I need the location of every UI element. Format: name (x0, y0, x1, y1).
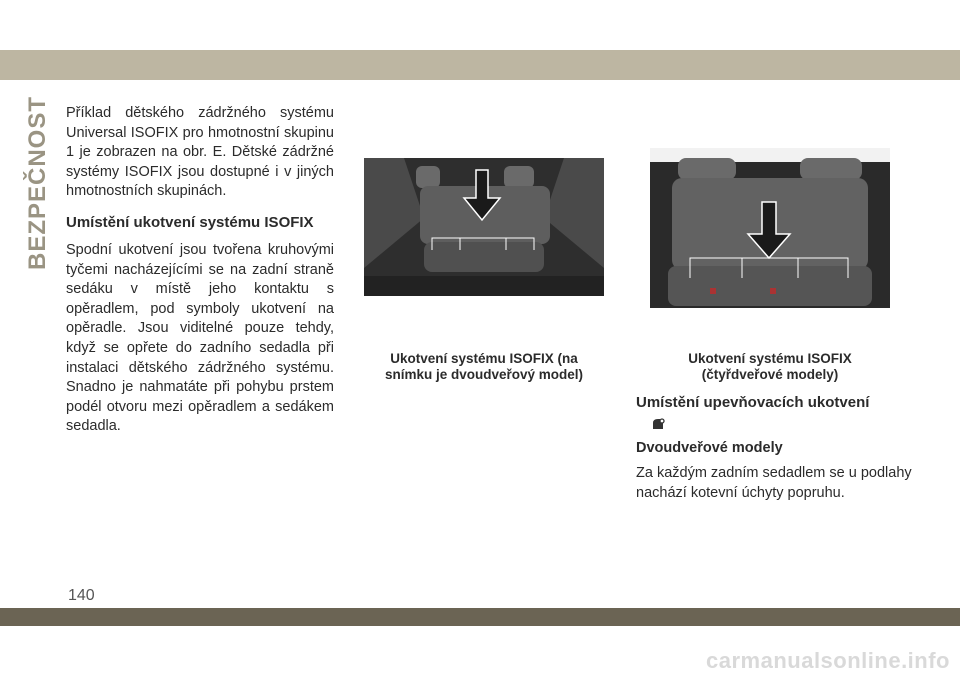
tether-anchor-icon (650, 417, 926, 434)
intro-paragraph: Příklad dětského zádržného systému Universal ISOFIX pro hmotnostní skupinu 1 je zobrazen na obr. E. Dětské zádržné systémy ISOFIX jsou dostupné i v jiných hmotnostních skupinách. (66, 105, 334, 200)
figure1-caption (364, 351, 604, 383)
section-side-label: BEZPEČNOST (24, 95, 51, 270)
isofix-heading: Umístění ukotvení systému ISOFIX (66, 213, 314, 231)
watermark: carmanualsonline.info (706, 648, 950, 673)
figure1-caption-line1: Ukotvení systému ISOFIX (na (390, 351, 578, 366)
figure-isofix-two-door (364, 158, 604, 296)
figure-isofix-four-door (650, 148, 890, 308)
two-door-subheading: Dvoudveřové modely (636, 440, 783, 456)
top-band (0, 50, 960, 80)
figure2-caption-line1: Ukotvení systému ISOFIX (688, 351, 852, 366)
isofix-body: Spodní ukotvení jsou tvořena kruhovými tyčemi nacházejícími se na zadní straně sedáku v místě jeho kontaktu s opěradlem, pod symboly ukotvení na opěradle. Jsou viditelné pouze tehdy, když se opřete do zadního sedadla při instalaci dětského zádržného systému. Snadno je nahmatáte při pohybu prstem podél otvoru mezi opěradlem a sedákem sedadla. (66, 241, 334, 435)
right-column (636, 394, 926, 503)
tether-heading: Umístění upevňovacích ukotvení (636, 394, 870, 411)
figure1-caption-line2: snímku je dvoudveřový model) (384, 367, 584, 382)
figure2-caption (650, 351, 890, 383)
bottom-band (0, 608, 960, 626)
left-column (66, 104, 334, 437)
figure2-caption-line2: (čtyřdveřové modely) (701, 367, 839, 382)
tether-body: Za každým zadním sedadlem se u podlahy nachází kotevní úchyty popruhu. (636, 465, 912, 501)
page-number: 140 (68, 587, 95, 604)
